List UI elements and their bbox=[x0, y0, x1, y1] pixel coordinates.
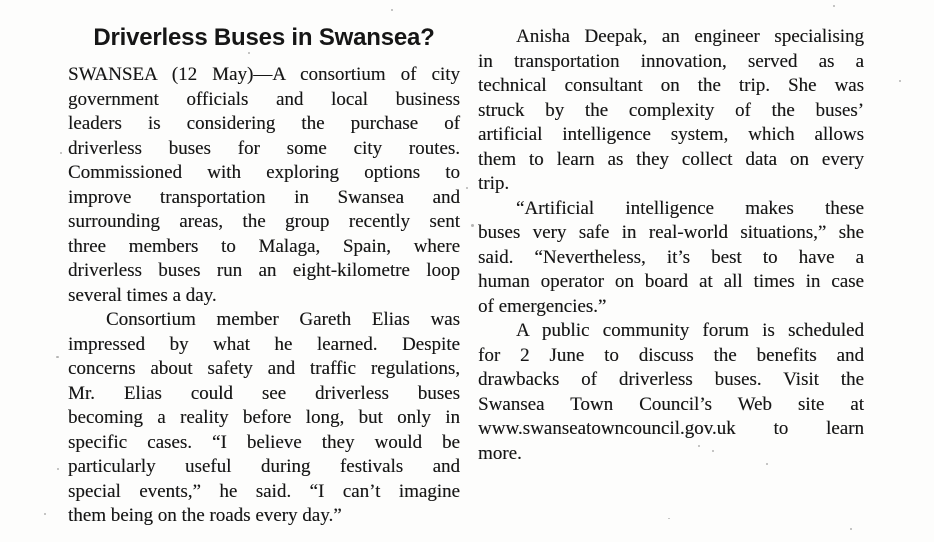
text-line: A public community forum is scheduled bbox=[516, 320, 864, 341]
article-column-left bbox=[68, 24, 460, 529]
text-line: www.swanseatowncouncil.gov.uk to learn bbox=[478, 418, 864, 439]
paragraph bbox=[478, 319, 864, 466]
text-line: driverless buses run an eight-kilometre loop bbox=[68, 260, 460, 281]
text-line: “Artificial intelligence makes these bbox=[516, 197, 864, 219]
scan-speck bbox=[712, 450, 714, 452]
paragraph bbox=[68, 308, 460, 529]
text-line: said. “Nevertheless, it’s best to have a bbox=[478, 246, 864, 268]
scan-speck bbox=[850, 528, 852, 530]
text-line: them to learn as they collect data on every bbox=[478, 148, 864, 170]
text-line: more. bbox=[478, 442, 522, 464]
paragraph bbox=[478, 197, 864, 320]
scan-speck bbox=[698, 445, 700, 447]
scan-speck bbox=[466, 187, 468, 189]
text-line: of emergencies.” bbox=[478, 295, 607, 317]
text-line: impressed by what he learned. Despite bbox=[68, 333, 460, 355]
text-line: trip. bbox=[478, 173, 510, 194]
text-line: several times a day. bbox=[68, 284, 217, 306]
text-line: becoming a reality before long, but only in bbox=[68, 407, 460, 428]
scan-speck bbox=[60, 152, 62, 154]
scan-speck bbox=[833, 5, 835, 7]
article-column-right bbox=[478, 25, 864, 466]
text-line: particularly useful during festivals and bbox=[68, 456, 460, 477]
text-line: Anisha Deepak, an engineer specialising bbox=[516, 26, 864, 47]
text-line: specific cases. “I believe they would be bbox=[68, 431, 460, 453]
text-line: SWANSEA (12 May)—A consortium of city bbox=[68, 64, 460, 85]
text-line: technical consultant on the trip. She was bbox=[478, 75, 864, 96]
scan-speck bbox=[44, 513, 46, 515]
scan-speck bbox=[668, 518, 670, 519]
text-line: improve transportation in Swansea and bbox=[68, 186, 460, 208]
scan-speck bbox=[248, 52, 250, 54]
text-line: Swansea Town Council’s Web site at bbox=[478, 393, 864, 415]
article-title: Driverless Buses in Swansea? bbox=[93, 24, 435, 51]
scan-speck bbox=[766, 463, 768, 465]
text-line: drawbacks of driverless buses. Visit the bbox=[478, 369, 864, 390]
text-line: them being on the roads every day.” bbox=[68, 505, 342, 526]
text-line: Mr. Elias could see driverless buses bbox=[68, 382, 460, 404]
text-line: surrounding areas, the group recently sent bbox=[68, 211, 460, 232]
text-line: Consortium member Gareth Elias was bbox=[106, 309, 460, 330]
text-line: in transportation innovation, served as a bbox=[478, 50, 864, 72]
paragraph bbox=[68, 63, 460, 308]
scan-speck bbox=[899, 80, 901, 82]
text-line: special events,” he said. “I can’t imagine bbox=[68, 480, 460, 502]
left-paragraphs bbox=[68, 63, 460, 529]
text-line: leaders is considering the purchase of bbox=[68, 113, 460, 134]
text-line: three members to Malaga, Spain, where bbox=[68, 235, 460, 257]
text-line: for 2 June to discuss the benefits and bbox=[478, 344, 864, 366]
scan-speck bbox=[56, 356, 59, 358]
text-line: artificial intelligence system, which allows bbox=[478, 124, 864, 145]
text-line: concerns about safety and traffic regulations, bbox=[68, 358, 460, 379]
scan-speck bbox=[57, 468, 59, 470]
text-line: struck by the complexity of the buses’ bbox=[478, 99, 864, 121]
text-line: driverless buses for some city routes. bbox=[68, 137, 460, 159]
scan-speck bbox=[391, 9, 393, 11]
text-line: Commissioned with exploring options to bbox=[68, 162, 460, 183]
text-line: government officials and local business bbox=[68, 88, 460, 110]
right-paragraphs bbox=[478, 25, 864, 466]
paragraph bbox=[478, 25, 864, 197]
text-line: human operator on board at all times in case bbox=[478, 271, 864, 292]
text-line: buses very safe in real-world situations,” she bbox=[478, 222, 864, 243]
scan-speck bbox=[471, 224, 474, 227]
